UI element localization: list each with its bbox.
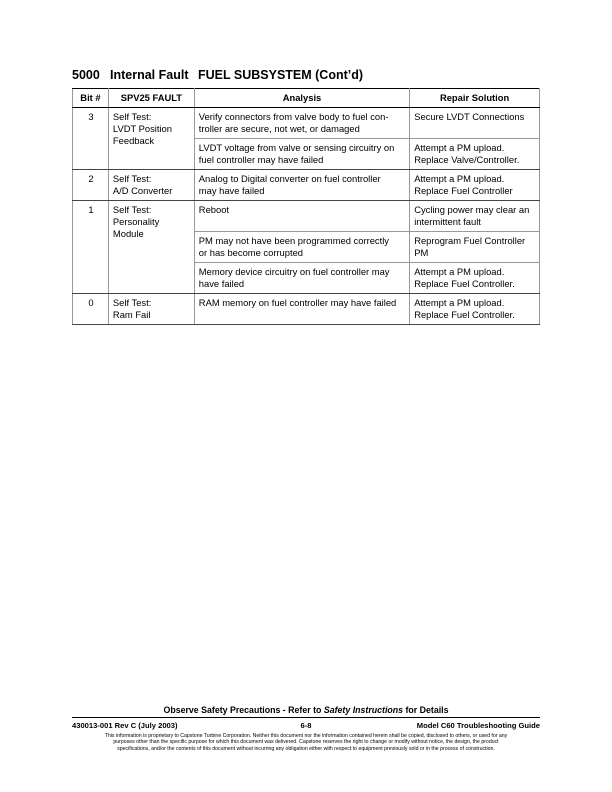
section-heading [72, 68, 363, 82]
header-fault: SPV25 FAULT [108, 89, 194, 108]
header-solution: Repair Solution [410, 89, 540, 108]
solution-line: Replace Fuel Controller. [414, 309, 515, 320]
legal-notice [72, 733, 540, 752]
solution-line: Secure LVDT Connections [414, 111, 525, 122]
solution-line: intermittent fault [414, 216, 481, 227]
solution-line: Attempt a PM upload. [414, 266, 505, 277]
repair-solution-cell [410, 139, 540, 170]
bit-number-cell: 0 [73, 294, 109, 325]
analysis-cell [194, 139, 409, 170]
fault-name-line: Feedback [112, 135, 155, 146]
bit-number-cell: 1 [73, 201, 109, 294]
analysis-cell [194, 232, 409, 263]
fault-name-line: Personality [112, 216, 160, 227]
safety-instructions-reference: Safety Instructions [323, 705, 404, 715]
safety-note: Observe Safety Precautions - Refer to Safety Instructions for Details [163, 705, 449, 715]
fault-code: 5000 [72, 68, 100, 82]
repair-solution-cell [410, 232, 540, 263]
table-row [73, 170, 540, 201]
legal-line: specifications, and/or the contents of this document without incurring any obligation either with respect to equipment previously sold or in the process of construction. [117, 745, 495, 752]
subsystem-title: FUEL SUBSYSTEM (Cont’d) [198, 68, 364, 82]
solution-line: Replace Fuel Controller [414, 185, 513, 196]
solution-line: Attempt a PM upload. [414, 142, 505, 153]
analysis-line: Memory device circuitry on fuel controller may [198, 266, 390, 277]
repair-solution-cell [410, 263, 540, 294]
analysis-cell [194, 108, 409, 139]
analysis-cell [194, 170, 409, 201]
fault-name-line: Self Test: [112, 173, 152, 184]
fault-name-line: Self Test: [112, 297, 152, 308]
analysis-line: may have failed [198, 185, 265, 196]
solution-line: Replace Fuel Controller. [414, 278, 515, 289]
table-row [73, 294, 540, 325]
analysis-line: Verify connectors from valve body to fuel con- [198, 111, 389, 122]
solution-line: PM [414, 247, 429, 258]
analysis-line: troller are secure, not wet, or damaged [198, 123, 360, 134]
analysis-line: fuel controller may have failed [198, 154, 324, 165]
fault-table-body [73, 108, 540, 325]
footer-divider [72, 717, 540, 718]
header-bit: Bit # [73, 89, 109, 108]
repair-solution-cell [410, 170, 540, 201]
fault-name-cell [108, 170, 194, 201]
table-row [73, 108, 540, 139]
solution-line: Attempt a PM upload. [414, 173, 505, 184]
guide-title: Model C60 Troubleshooting Guide [416, 721, 540, 730]
solution-line: Attempt a PM upload. [414, 297, 505, 308]
bit-number-cell: 3 [73, 108, 109, 170]
fault-type: Internal Fault [110, 68, 189, 82]
legal-line: This information is proprietary to Capstone Turbine Corporation. Neither this document nor the information contained herein shall be copied, disclosed to others, or used for any [104, 733, 508, 739]
analysis-cell [194, 201, 409, 232]
analysis-line: Reboot [198, 204, 230, 215]
legal-line: purposes other than the specific purpose for which this document was delivered. Capstone reserves the right to change or modify without notice, the design, the product [113, 739, 499, 746]
fault-name-cell [108, 294, 194, 325]
analysis-line: RAM memory on fuel controller may have failed [198, 297, 397, 308]
fault-table [72, 88, 540, 325]
header-analysis: Analysis [194, 89, 409, 108]
repair-solution-cell [410, 108, 540, 139]
analysis-cell [194, 294, 409, 325]
analysis-line: PM may not have been programmed correctly [198, 235, 389, 246]
solution-line: Replace Valve/Controller. [414, 154, 520, 165]
repair-solution-cell [410, 294, 540, 325]
fault-name-cell [108, 108, 194, 170]
table-header-row [73, 89, 540, 108]
fault-name-line: Self Test: [112, 204, 152, 215]
fault-name-cell [108, 201, 194, 294]
fault-name-line: LVDT Position [112, 123, 172, 134]
solution-line: Cycling power may clear an [414, 204, 530, 215]
analysis-line: LVDT voltage from valve or sensing circuitry on [198, 142, 395, 153]
analysis-cell [194, 263, 409, 294]
bit-number-cell: 2 [73, 170, 109, 201]
repair-solution-cell [410, 201, 540, 232]
fault-name-line: Module [112, 228, 144, 239]
page-number: 6-8 [300, 721, 312, 730]
solution-line: Reprogram Fuel Controller [414, 235, 526, 246]
fault-name-line: A/D Converter [112, 185, 173, 196]
document-number: 430013-001 Rev C (July 2003) [72, 721, 178, 730]
analysis-line: Analog to Digital converter on fuel controller [198, 173, 381, 184]
analysis-line: or has become corrupted [198, 247, 304, 258]
footer-bar [72, 721, 540, 731]
fault-name-line: Ram Fail [112, 309, 151, 320]
fault-name-line: Self Test: [112, 111, 152, 122]
analysis-line: have failed [198, 278, 245, 289]
table-row [73, 201, 540, 232]
